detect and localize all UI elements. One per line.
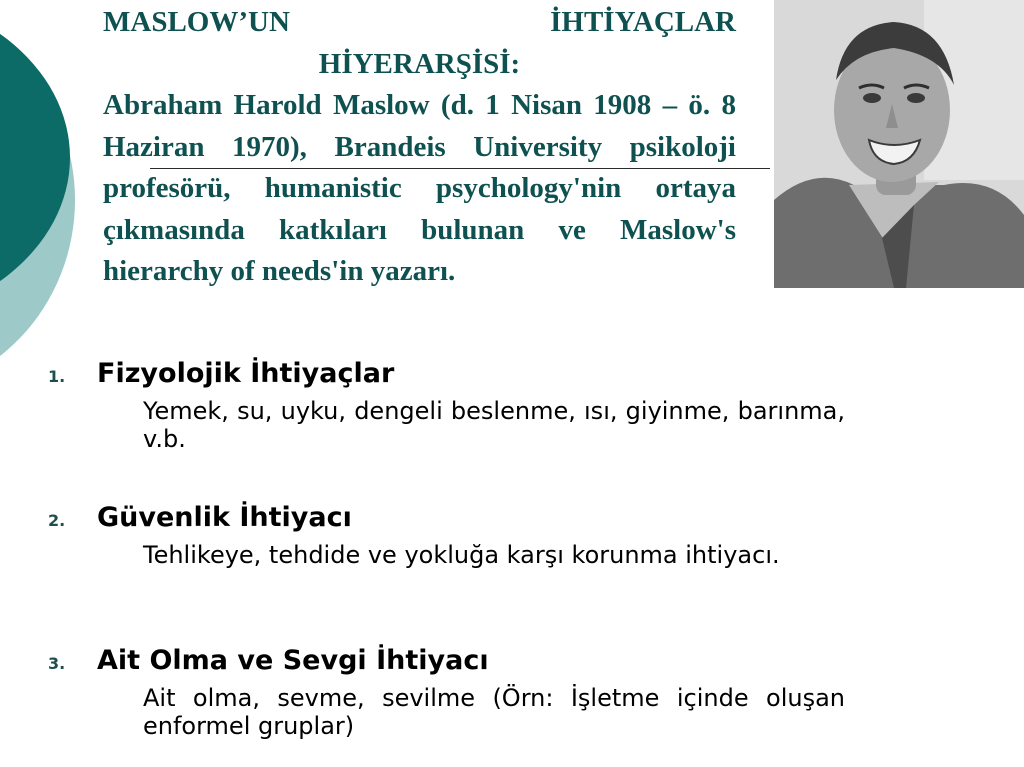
title-ihtiyaclar: İHTİYAÇLAR [550,6,736,38]
list-item-description: Ait olma, sevme, sevilme (Örn: İşletme içinde oluşan enformel gruplar) [143,684,845,740]
list-item-heading: Fizyolojik İhtiyaçlar [97,358,395,389]
list-item-number: 1. [48,367,66,386]
portrait-image [774,0,1024,288]
list-item-number: 2. [48,511,66,530]
slide-title [103,2,736,293]
title-hiyerarsisi: HİYERARŞİSİ: [318,47,521,80]
title-line-1 [103,2,736,44]
maslow-portrait-photo [774,0,1024,288]
list-item-heading: Güvenlik İhtiyacı [97,502,352,533]
list-item-description: Yemek, su, uyku, dengeli beslenme, ısı, giyinme, barınma, v.b. [143,397,845,453]
title-underline-rule [150,168,770,169]
list-item-description: Tehlikeye, tehdide ve yokluğa karşı korunma ihtiyacı. [143,541,780,569]
title-biography: Abraham Harold Maslow (d. 1 Nisan 1908 – ö. 8 Haziran 1970), Brandeis University psikoloji profesörü, humanistic psychology'nin ortaya çıkmasında katkıları bulunan ve Maslow's hierarchy of needs'in yazarı. [103,89,736,287]
list-item-number: 3. [48,654,66,673]
title-maslow: MASLOW’UN [103,6,290,38]
list-item-heading: Ait Olma ve Sevgi İhtiyacı [97,645,489,676]
